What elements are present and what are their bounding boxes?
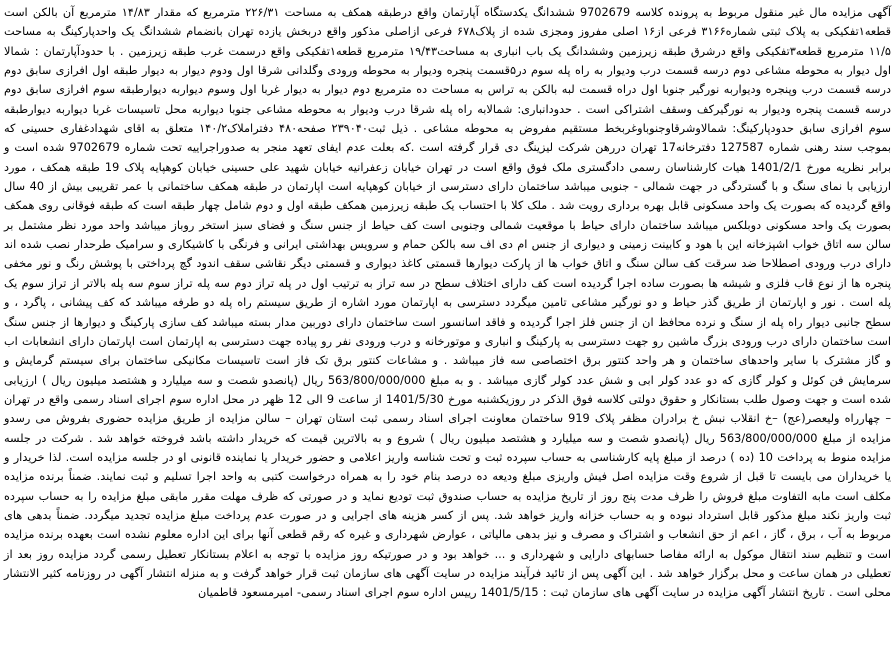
auction-notice-text: آگهی مزایده مال غیر منقول مربوط به پرونده کلاسه 9702679 ششدانگ یکدستگاه آپارتمان واقع درطبقه همکف به مساحت ۲۲۶/۳۱ مترمربع که مقدار ۱۴/۸۳ مترمربع آن بالکن است قطعه۱تفکیکی به پلاک ثبتی شماره۳۱۶۶ فرعی از۱۶ اصلی مفروز ومجزی شده از پلاک۶۷۸ فرعی ازاصلی مذکور واقع دربخش یازده تهران بانضمام ششدانگ یک واحدپارکینگ به مساحت ۱۱/۵ مترمربع قطعه۳تفکیکی واقع درشرق طبقه زیرزمین وششدانگ یک باب انباری به مساحت۱۹/۴۳ مترمربع قطعه۱تفکیکی واقع درسمت غرب طبقه زیرزمین . با حدودآپارتمان : شمالا اول دیوار به محوطه مشاعی دوم درسه قسمت درب ودیوار به راه پله سوم در۵قسمت پنجره ودیوار به محوطه ورودی وگلدانی شرقا اول ودوم دیوار به دیوار طبقه اول افرازی سابق دوم درسه قسمت درب وپنجره ودیواربه نورگیر جنوبا اول دراه قسمت لبه بالکن به تراس به مساحت ده مترمربع دوم دیوار به دیوار غربا اول وسوم دیواربه دیوارطبقه سوم افرازی سابق دوم درسه قسمت پنجره ودیوار به نورگیرکف وسقف اشتراکی است . حدودانباری: شمالابه راه پله شرقا درب ودیوار به محوطه مشاعی جنوبا دیواربه محل تاسیسات غربا دیواربه دیوارطبقه سوم افرازی سابق حدودپارکینگ: شمالاوشرقاوجنوباوغربخط مستقیم مفروض به محوطه مشاعی . ذیل ثبت۲۳۹۰۴۰ صفحه۴۸۰ دفتراملاک۱۴۰/۲ متعلق به اقای شهدادغفاری حسینی که بموجب سند رهنی شماره 127587 دفترخانه17 تهران دررهن شرکت لیزینگ دی قرار گرفته است .که بعلت عدم ایفای تعهد منجر به صدوراجراییه تحت شماره 9702679 شده است و برابر نظریه مورخ 1401/2/1 هیات کارشناسان رسمی دادگستری ملک فوق واقع است در تهران خیابان زعفرانیه خیابان شهید علی حسینی خیابان کوهپایه پلاک 19 طبقه همکف ، مورد ارزیابی با نمای سنگ و با گستردگی در جهت شمالی - جنوبی میباشد ساختمان دارای دسترسی از خیابان کوهپایه است اپارتمان در طبقه همکف ساختمانی با عمر تقریبی بیش از 40 سال واقع گردیده که بصورت یک واحد مسکونی قابل بهره برداری رویت شد . ملک کلا با احتساب یک طبقه زیرزمین همکف طبقه اول و دوم شامل چهار طبقه است که طبقه فوقانی روی همکف بصورت یک واحد مسکونی دوبلکس میباشد ساختمان دارای حیاط با موقعیت شمالی وجنوبی است کف حیاط از جنس سنگ و فضای سبز استخر روباز میباشد واحد مورد نظر مشتمل بر سالن سه اتاق خواب اشپزخانه این با هود و کابینت زمینی و دیواری از جنس ام دی اف سه بالکن حمام و سرویس بهداشتی ایرانی و فرنگی با کاشیکاری و سرامیک طرحدار نصب شده اند دارای درب ورودی اصطلاحا ضد سرقت کف سالن سنگ و اتاق خواب ها از پارکت دیوارها قسمتی کاغذ دیواری و قسمتی دیگر نقاشی سقف اندود گچ پرداختی با پوشش رنگ و نور مخفی پنجره ها از نوع قاب فلزی و شیشه ها بصورت ساده اجرا گردیده است کف دارای اختلاف سطح در سه تراز به ترتیب اول در پله تراز دوم سه پله تراز سوم سه پله بالاتر از تراز سوم یک پله است . نور و اپارتمان از طریق گذر حیاط و دو نورگیر مشاعی تامین میگردد دسترسی به اپارتمان مورد اشاره از طریق سیستم راه پله دو طرفه میباشد که کف پیشانی ، پاگرد ، و سطح جانبی دیوار راه پله از سنگ و نرده محافظ ان از جنس فلز اجرا گردیده و فاقد اسانسور است ساختمان دارای دوربین مدار بسته میباشد کف سازی پارکینگ و دیوارها از جنس سنگ است ساختمان دارای درب ورودی بزرگ ماشین رو جهت دسترسی به پارکینگ و انباری و موتورخانه و درب ورودی نفر رو پیاده جهت دسترسی به اپارتمان است اپارتمان دارای انشعابات اب و گاز مشترک با سایر واحدهای ساختمان و هر واحد کنتور برق اختصاصی سه فاز میباشد . و مشاعات کنتور برق تک فاز است تاسیسات مکانیکی ساختمان برای سیستم گرمایش و سرمایش فن کوئل و کولر گازی که دو عدد کولر ابی و شش عدد کولر گازی میباشد . و به مبلغ 563/800/000/000 ریال (پانصدو شصت و سه میلیارد و هشتصد میلیون ریال ) ارزیابی شده است و جهت وصول طلب بستانکار و حقوق دولتی کلاسه فوق الذکر در روزیکشنبه مورخ 1401/5/30 از ساعت 9 الی 12 ظهر در محل اداره سوم اجرای اسناد رسمی واقع در تهران – چهارراه ولیعصر(عج) –خ انقلاب نبش خ برادران مظفر پلاک 919 ساختمان معاونت اجرای اسناد رسمی ثبت استان تهران – سالن مزایده از طریق مزایده حضوری بفروش می رسدو مزایده از مبلغ 563/800/000/000 ریال (پانصدو شصت و سه میلیارد و هشتصد میلیون ریال ) شروع و به بالاترین قیمت که خریدار داشته باشد فروخته خواهد شد . شرکت در جلسه مزایده منوط به پرداخت 10 (ده ) درصد از مبلغ پایه کارشناسی به حساب سپرده ثبت و تحت شناسه واریز اعلامی و حضور خریدار یا نماینده قانونی او در جلسه مزایده است. لذا خریدار و یا خریداران می بایست تا قبل از شروع وقت مزایده اصل فیش واریزی مبلغ ودیعه ده درصد بنام خود را به همراه درخواست کتبی به واحد اجرا تسلیم و ثبت نمایند. ضمناً برنده مزایده مکلف است مابه التفاوت مبلغ فروش را ظرف مدت پنج روز از تاریخ مزایده به حساب صندوق ثبت تودیع نماید و در صورتی که ظرف مهلت مقرر مابقی مبلغ مزایده را به حساب سپرده ثبت واریز نکند مبلغ مذکور قابل استرداد نبوده و به حساب خزانه واریز خواهد شد. پس از کسر هزینه های اجرایی و در صورت عدم پرداخت مبلغ مزایده تجدید میگردد. ضمناً بدهی های مربوط به آب ، برق ، گاز ، اعم از حق انشعاب و اشتراک و مصرف و نیز بدهی مالیاتی ، عوارض شهرداری و غیره که رقم قطعی آنها برای این اداره معلوم نشده است بعهده برنده مزایده است و تنظیم سند انتقال موکول به ارائه مفاصا حسابهای دارایی و شهرداری و ... خواهد بود و در صورتیکه روز مزایده با توجه به اعلام بستانکار تعطیل رسمی گردد مزایده روز بعد از تعطیلی در همان ساعت و محل برگزار خواهد شد . این آگهی پس از تائید فرآیند مزایده در سایت آگهی های سازمان ثبت قرار خواهد گرفت و به منزله انتشار آگهی در روزنامه کثیر الانتشار محلی است . تاریخ انتشار آگهی مزایده در سایت آگهی های سازمان ثبت : 1401/5/15 رییس اداره سوم اجرای اسناد رسمی- امیرمسعود قاطمیان [4,6,892,600]
